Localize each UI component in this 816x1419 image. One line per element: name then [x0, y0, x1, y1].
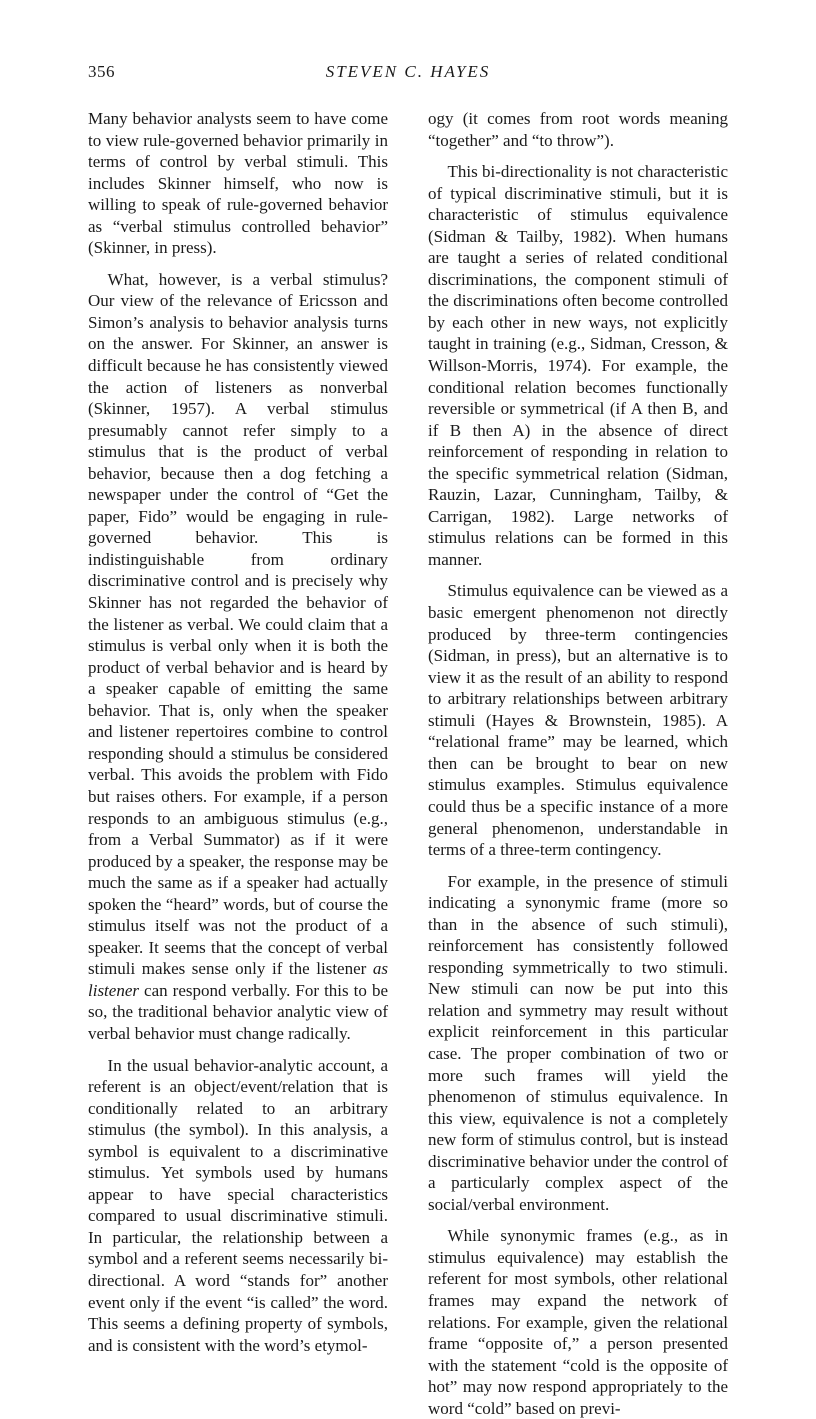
- page-number: 356: [88, 62, 115, 81]
- paragraph-text: can respond verbally. For this to be so, the traditional behavior analytic view of verbal behavior must change radically.: [88, 980, 388, 1043]
- paragraph: In the usual behavior-analytic account, a referent is an object/event/relation that is conditionally related to an arbitrary stimulus (the symbol). In this analysis, a symbol is equivalent to a discriminative stimulus. Yet symbols used by humans appear to have special characteristics compared to usual discriminative stimuli. In particular, the relationship between a symbol and a referent seems necessarily bi-directional. A word “stands for” another event only if the event “is called” the word. This seems a defining property of symbols, and is consistent with the word’s etymol-: [88, 1055, 388, 1355]
- paragraph: While synonymic frames (e.g., as in stimulus equivalence) may establish the referent for most symbols, other relational frames may expand the network of relations. For example, given the relational frame “opposite of,” a person presented with the statement “cold is the opposite of hot” may now respond appropriately to the word “cold” based on previ-: [428, 1226, 728, 1418]
- right-column: [428, 108, 728, 1419]
- italic-phrase: as listener: [88, 959, 389, 1000]
- paragraph: Many behavior analysts seem to have come to view rule-governed behavior primarily in terms of control by verbal stimuli. This includes Skinner himself, who now is willing to speak of rule-governed behavior as “verbal stimulus controlled behavior” (Skinner, in press).: [88, 109, 388, 258]
- paragraph: Stimulus equivalence can be viewed as a basic emergent phenomenon not directly produced by three-term contingencies (Sidman, in press), but an alternative is to view it as the result of an ability to respond to arbitrary relationships between arbitrary stimuli (Hayes & Brownstein, 1985). A “relational frame” may be learned, which then can be brought to bear on new stimulus examples. Stimulus equivalence could thus be a specific instance of a more general phenomenon, understandable in terms of a three-term contingency.: [428, 581, 728, 860]
- paragraph-text: What, however, is a verbal stimulus? Our view of the relevance of Ericsson and Simon’s analysis to behavior analysis turns on the answer. For Skinner, an answer is difficult because he has consistently viewed the action of listeners as nonverbal (Skinner, 1957). A verbal stimulus presumably cannot refer simply to a stimulus that is the product of verbal behavior, because then a dog fetching a newspaper under the control of “Get the paper, Fido” would be engaging in rule-governed behavior. This is indistinguishable from ordinary discriminative control and is precisely why Skinner has not regarded the behavior of the listener as verbal. We could claim that a stimulus is verbal only when it is both the product of verbal behavior and is heard by a speaker capable of emitting the same behavior. That is, only when the speaker and listener repertoires combine to control responding should a stimulus be considered verbal. This avoids the problem with Fido but raises others. For example, if a person responds to an ambiguous stimulus (e.g., from a Verbal Summator) as if it were produced by a speaker, the response may be much the same as if a speaker had actually spoken the “heard” words, but of course the stimulus itself was not the product of a speaker. It seems that the concept of verbal stimuli makes sense only if the listener: [88, 269, 388, 979]
- running-head: STEVEN C. HAYES: [325, 62, 491, 81]
- paragraph: ogy (it comes from root words meaning “together” and “to throw”).: [428, 109, 728, 150]
- left-column: [88, 108, 388, 1356]
- paragraph: This bi-directionality is not characteristic of typical discriminative stimuli, but it is characteristic of stimulus equivalence (Sidman & Tailby, 1982). When humans are taught a series of related conditional discriminations, the component stimuli of the discriminations often become controlled by each other in new ways, not explicitly taught in training (e.g., Sidman, Cresson, & Willson-Morris, 1974). For example, the conditional relation becomes functionally reversible or symmetrical (if A then B, and if B then A) in the absence of direct reinforcement of responding in relation to the specific symmetrical relation (Sidman, Rauzin, Lazar, Cunningham, Tailby, & Carrigan, 1982). Large networks of stimulus relations can be formed in this manner.: [428, 162, 728, 569]
- paragraph: For example, in the presence of stimuli indicating a synonymic frame (more so than in the absence of such stimuli), reinforcement has consistently followed responding symmetrically to two stimuli. New stimuli can now be put into this relation and symmetry may result without explicit reinforcement in this particular case. The proper combination of two or more such frames will yield the phenomenon of stimulus equivalence. In this view, equivalence is not a completely new form of stimulus control, but is instead discriminative behavior under the control of a particularly complex aspect of the social/verbal environment.: [428, 871, 728, 1214]
- paragraph: [88, 269, 388, 1045]
